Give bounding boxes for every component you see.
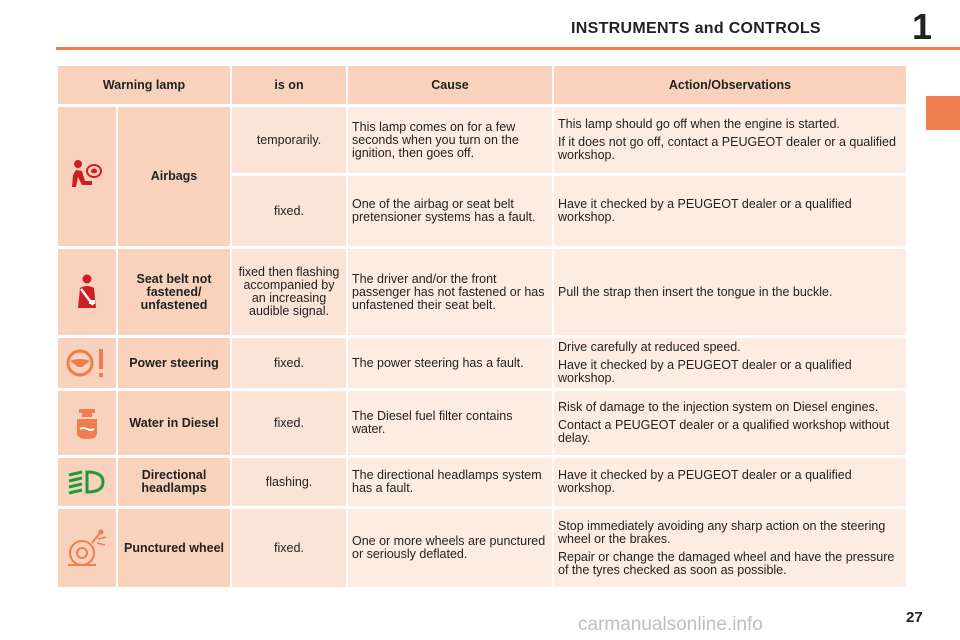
- action-cell: [554, 458, 906, 506]
- action-text: Have it checked by a PEUGEOT dealer or a qualified workshop.: [558, 358, 852, 385]
- is-on-cell: fixed.: [232, 509, 346, 587]
- action-text: Pull the strap then insert the tongue in the buckle.: [558, 284, 833, 299]
- is-on-cell: fixed then flashing accompanied by an increasing audible signal.: [232, 249, 346, 335]
- page-number: 27: [906, 609, 923, 626]
- action-cell: [554, 391, 906, 455]
- warning-lamps-table: [56, 63, 908, 590]
- lamp-name-airbags: Airbags: [118, 107, 230, 246]
- is-on-cell: fixed.: [232, 338, 346, 388]
- action-text: Have it checked by a PEUGEOT dealer or a qualified workshop.: [558, 468, 852, 495]
- water-in-diesel-icon: [58, 391, 116, 455]
- cause-cell: The Diesel fuel filter contains water.: [348, 391, 552, 455]
- punctured-wheel-icon: [58, 509, 116, 587]
- lamp-name-seat-belt: Seat belt not fastened/ unfastened: [118, 249, 230, 335]
- cause-cell: The directional headlamps system has a fault.: [348, 458, 552, 506]
- col-header-is-on: is on: [232, 66, 346, 104]
- table-row: [58, 509, 906, 587]
- is-on-cell: flashing.: [232, 458, 346, 506]
- action-text: If it does not go off, contact a PEUGEOT dealer or a qualified workshop.: [558, 135, 896, 162]
- cause-cell: One or more wheels are punctured or seriously deflated.: [348, 509, 552, 587]
- section-title: INSTRUMENTS and CONTROLS: [571, 20, 821, 37]
- chapter-number: 1: [912, 6, 933, 47]
- watermark: carmanualsonline.info: [578, 614, 763, 635]
- action-cell: [554, 176, 906, 246]
- chapter-tab[interactable]: [926, 96, 960, 130]
- table-row: [58, 391, 906, 455]
- lamp-name-punctured-wheel: Punctured wheel: [118, 509, 230, 587]
- table-row: [58, 338, 906, 388]
- is-on-cell: temporarily.: [232, 107, 346, 173]
- col-header-warning-lamp: Warning lamp: [58, 66, 230, 104]
- lamp-name-power-steering: Power steering: [118, 338, 230, 388]
- action-text: Risk of damage to the injection system on Diesel engines.: [558, 400, 879, 414]
- table-row: [58, 458, 906, 506]
- action-cell: [554, 338, 906, 388]
- table-header-row: [58, 66, 906, 104]
- action-text: Stop immediately avoiding any sharp action on the steering wheel or the brakes.: [558, 518, 886, 546]
- cause-cell: The power steering has a fault.: [348, 338, 552, 388]
- directional-headlamps-icon: [58, 458, 116, 506]
- lamp-name-water-in-diesel: Water in Diesel: [118, 391, 230, 455]
- action-cell: [554, 249, 906, 335]
- action-cell: [554, 509, 906, 587]
- lamp-name-directional-headlamps: Directional headlamps: [118, 458, 230, 506]
- action-text: This lamp should go off when the engine is started.: [558, 117, 840, 131]
- header-rule: [56, 47, 960, 50]
- is-on-cell: fixed.: [232, 391, 346, 455]
- airbag-icon: [58, 107, 116, 246]
- cause-cell: The driver and/or the front passenger has not fastened or has unfastened their seat belt.: [348, 249, 552, 335]
- cause-cell: One of the airbag or seat belt pretensioner systems has a fault.: [348, 176, 552, 246]
- action-text: Drive carefully at reduced speed.: [558, 340, 741, 354]
- action-text: Contact a PEUGEOT dealer or a qualified workshop without delay.: [558, 418, 890, 445]
- action-text: Repair or change the damaged wheel and have the pressure of the tyres checked as soon as possible.: [558, 549, 895, 577]
- power-steering-icon: [58, 338, 116, 388]
- table-row: [58, 107, 906, 173]
- col-header-action: Action/Observations: [554, 66, 906, 104]
- col-header-cause: Cause: [348, 66, 552, 104]
- seat-belt-icon: [58, 249, 116, 335]
- is-on-cell: fixed.: [232, 176, 346, 246]
- action-text: Have it checked by a PEUGEOT dealer or a qualified workshop.: [558, 197, 852, 224]
- table-row: [58, 249, 906, 335]
- action-cell: [554, 107, 906, 173]
- cause-cell: This lamp comes on for a few seconds when you turn on the ignition, then goes off.: [348, 107, 552, 173]
